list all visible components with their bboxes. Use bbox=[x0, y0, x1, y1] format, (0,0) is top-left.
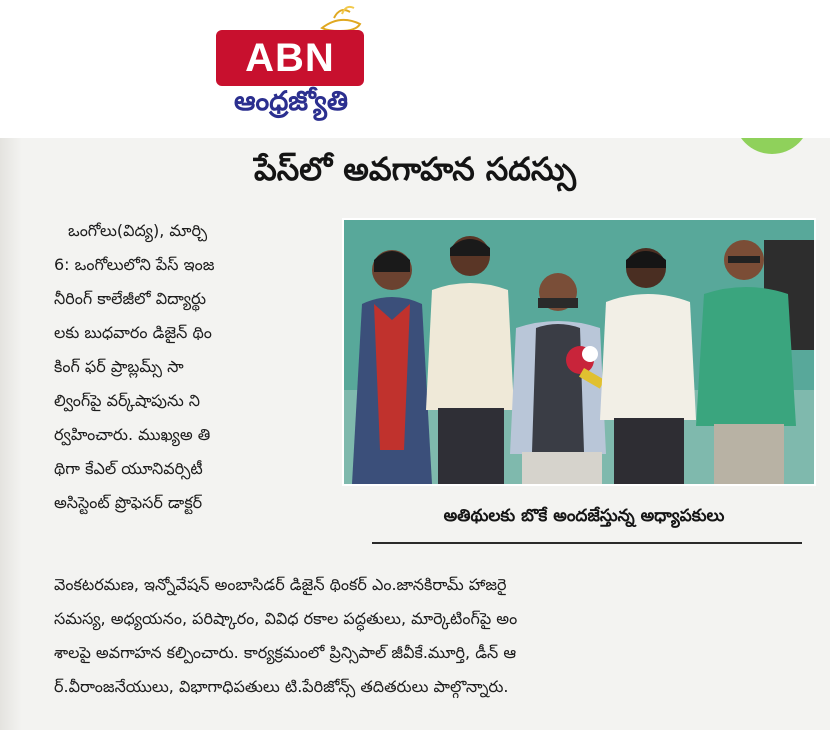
abn-logo[interactable] bbox=[216, 4, 366, 126]
body-line: ర్వహించారు. ముఖ్యఅ తి bbox=[54, 425, 211, 444]
body-line: వెంకటరమణ, ఇన్నోవేషన్ అంబాసిడర్ డిజైన్ థింకర్ ఎం.జానకిరామ్ హాజరై bbox=[54, 575, 507, 594]
caption-divider bbox=[372, 542, 802, 544]
body-line: కింగ్ ఫర్ ప్రాబ్లమ్స్ సా bbox=[54, 357, 184, 376]
headline: పేస్‌లో అవగాహన సదస్సు bbox=[254, 150, 576, 188]
news-clipping bbox=[0, 138, 830, 730]
body-line: నీరింగ్ కాలేజీలో విద్యార్థు bbox=[54, 289, 207, 308]
logo-letters: ABN bbox=[245, 35, 335, 80]
masthead bbox=[0, 0, 830, 138]
body-line: థిగా కేఎల్ యూనివర్సిటీ bbox=[54, 459, 203, 478]
body-line: అసిస్టెంట్ ప్రొఫెసర్ డాక్టర్ bbox=[54, 493, 203, 512]
logo-script: ఆంధ్రజ్యోతి bbox=[233, 86, 349, 117]
news-photo bbox=[342, 218, 816, 486]
article-body-wide bbox=[54, 568, 814, 704]
photo-illustration bbox=[344, 220, 814, 484]
page-edge bbox=[0, 138, 22, 730]
photo-caption: అతిథులకు బొకే అందజేస్తున్న అధ్యాపకులు bbox=[443, 506, 725, 526]
body-line: శాలపై అవగాహన కల్పించారు. కార్యక్రమంలో ప్రిన్సిపాల్ జీవీకే.మూర్తి, డీన్ ఆ bbox=[54, 643, 517, 662]
body-line: ల్వింగ్‌పై వర్క్‌షాపును ని bbox=[54, 391, 201, 410]
body-line: ర్.వీరాంజనేయులు, విభాగాధిపతులు టి.పేరిజోన్స్ తదితరులు పాల్గొన్నారు. bbox=[54, 677, 509, 696]
body-line: లకు బుధవారం డిజైన్ థిం bbox=[54, 323, 212, 342]
article-body-column bbox=[54, 214, 322, 520]
body-line: ఒంగోలు(విద్య), మార్చి bbox=[68, 221, 208, 240]
logo-box bbox=[216, 30, 364, 86]
body-line: సమస్య, అధ్యయనం, పరిష్కారం, వివిధ రకాల పద్ధతులు, మార్కెటింగ్‌పై అం bbox=[54, 609, 518, 628]
body-line: 6: ఒంగోలులోని పేస్ ఇంజ bbox=[54, 255, 215, 274]
